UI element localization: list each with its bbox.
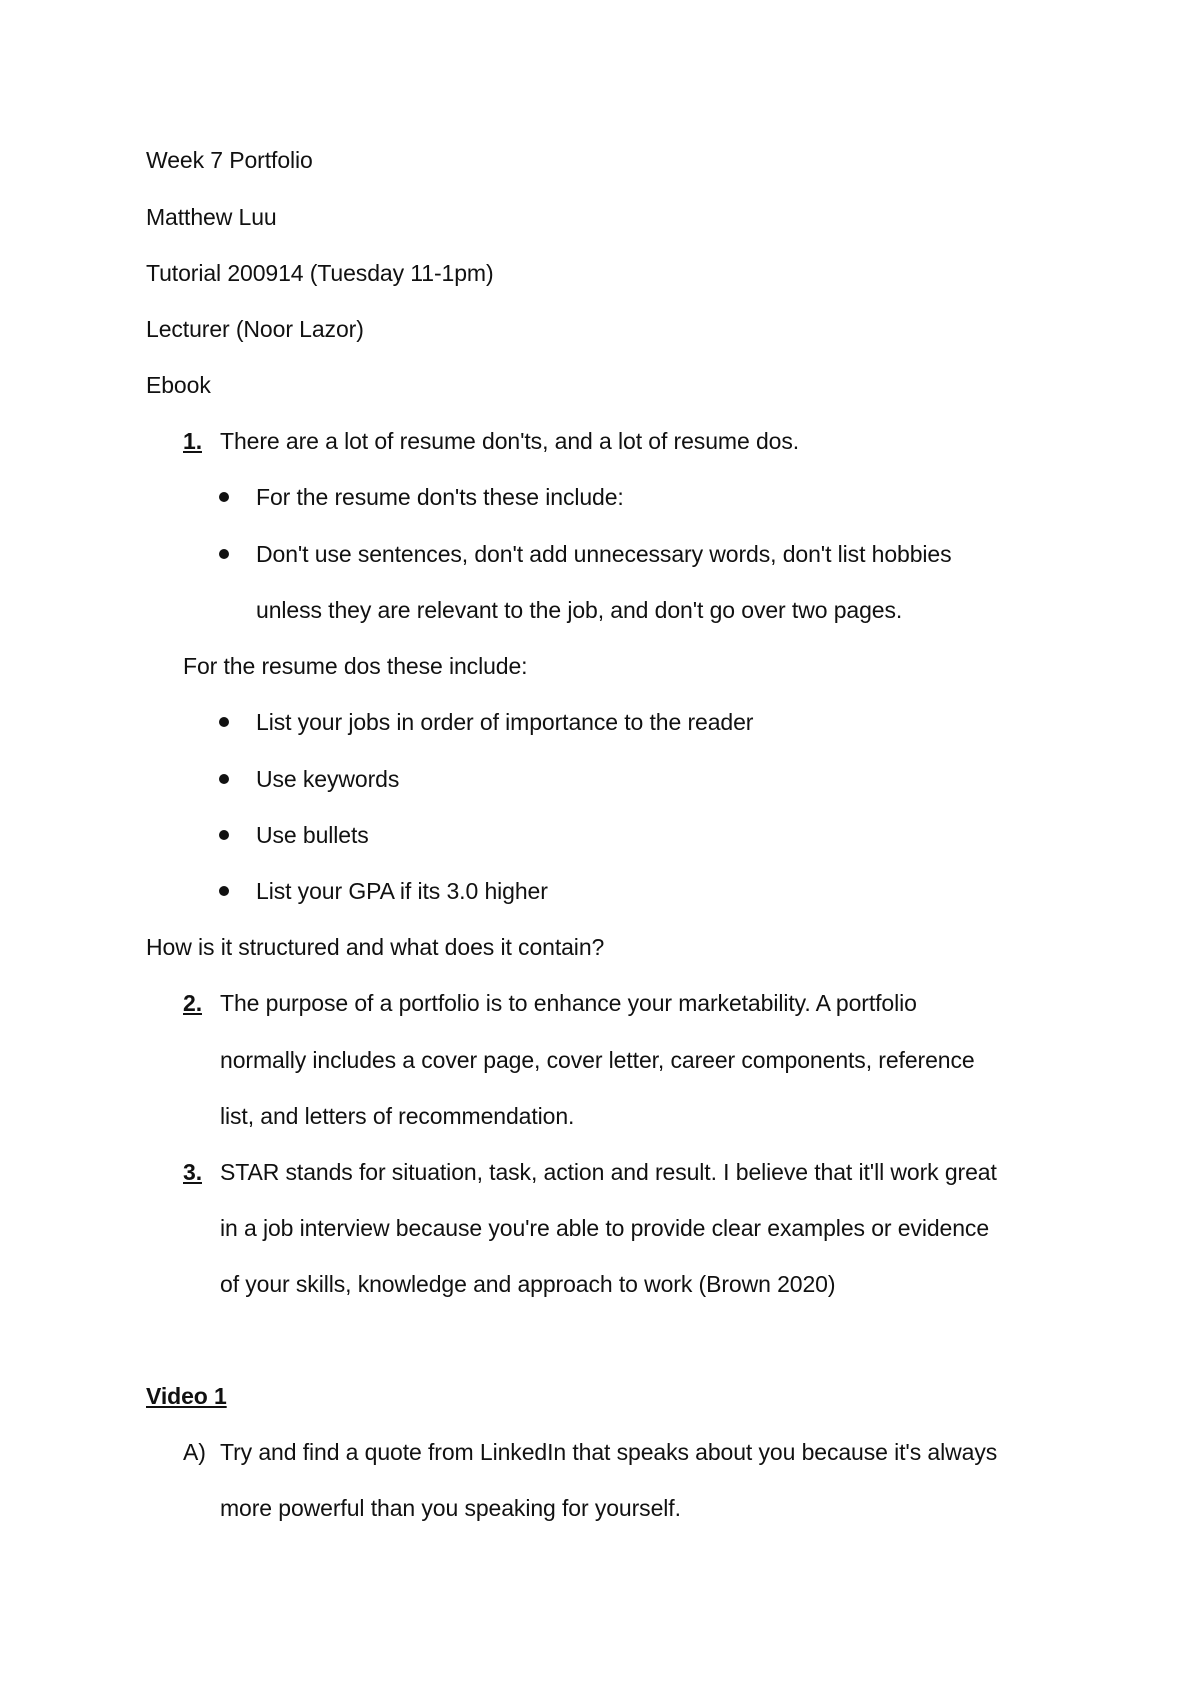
q2-item [183,988,917,1018]
q2-number: 2. [183,990,202,1016]
dos-item: List your GPA if its 3.0 higher [256,878,548,904]
donts-line-2: unless they are relevant to the job, and don't go over two pages. [256,597,903,623]
section-ebook: Ebook [146,372,211,398]
q3-number: 3. [183,1159,202,1185]
item-a-line-1: Try and find a quote from LinkedIn that speaks about you because it's always [220,1439,998,1465]
dos-intro: For the resume dos these include: [183,653,528,679]
q1-item [183,426,799,456]
q3-line-1: STAR stands for situation, task, action and result. I believe that it'll work great [220,1159,997,1185]
q2-line-1: The purpose of a portfolio is to enhance your marketability. A portfolio [220,990,917,1016]
q3-line-2: in a job interview because you're able to provide clear examples or evidence [220,1215,990,1241]
tutorial-info: Tutorial 200914 (Tuesday 11-1pm) [146,260,494,286]
bullet-icon [219,774,229,784]
lecturer-info: Lecturer (Noor Lazor) [146,316,364,342]
bullet-icon [219,830,229,840]
item-a-label: A) [183,1439,206,1465]
item-a-line-2: more powerful than you speaking for yourself. [220,1495,681,1521]
q2-line-3: list, and letters of recommendation. [220,1103,575,1129]
dos-item: Use keywords [256,766,400,792]
bullet-icon [219,886,229,896]
q2-line-2: normally includes a cover page, cover letter, career components, reference [220,1047,975,1073]
q3-line-3: of your skills, knowledge and approach to work (Brown 2020) [220,1271,836,1297]
q3-item [183,1157,997,1187]
video-1-item-a [183,1437,997,1467]
bullet-icon [219,549,229,559]
video-1-heading: Video 1 [146,1383,227,1409]
q1-number: 1. [183,428,202,454]
bullet-icon [219,717,229,727]
dos-item: List your jobs in order of importance to the reader [256,709,754,735]
q1-text: There are a lot of resume don'ts, and a lot of resume dos. [220,428,800,454]
document-title: Week 7 Portfolio [146,147,313,173]
donts-line-1: Don't use sentences, don't add unnecessary words, don't list hobbies [256,541,952,567]
donts-intro: For the resume don'ts these include: [256,484,624,510]
structure-question: How is it structured and what does it contain? [146,934,605,960]
dos-item: Use bullets [256,822,369,848]
author-name: Matthew Luu [146,204,277,230]
bullet-icon [219,492,229,502]
